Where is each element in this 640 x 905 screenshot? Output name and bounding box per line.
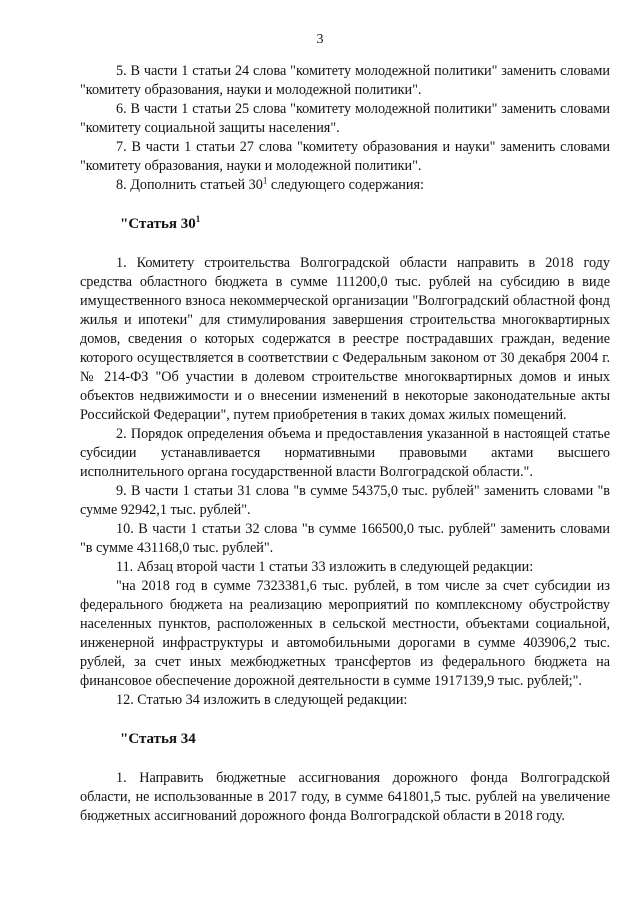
paragraph-item-12: 12. Статью 34 изложить в следующей редакции:: [116, 692, 408, 708]
paragraph-item-7: 7. В части 1 статьи 27 слова "комитету образования и науки" заменить словами "комитету образования, науки и молодежной политики".: [80, 139, 610, 174]
page-number: 3: [316, 32, 324, 47]
article-30-part-2: 2. Порядок определения объема и предоставления указанной в настоящей статье субсидии устанавливается нормативными правовыми актами высшего исполнительного органа государственной власти Волгоградской области.".: [80, 426, 610, 480]
item-8-text: 8. Дополнить статьей 30: [116, 177, 263, 193]
paragraph-item-8: [80, 176, 610, 195]
article-34-part-1: 1. Направить бюджетные ассигнования дорожного фонда Волгоградской области, не использованные в 2017 году, в сумме 641801,5 тыс. рублей на увеличение бюджетных ассигнований дорожного фонда Волгоградской области в 2018 году.: [80, 770, 610, 824]
paragraph-item-11: 11. Абзац второй части 1 статьи 33 изложить в следующей редакции:: [116, 559, 534, 575]
article-30-heading-text: "Статья 30: [120, 216, 196, 232]
item-8-text-end: следующего содержания:: [267, 177, 424, 193]
paragraph-item-11-quote: "на 2018 год в сумме 7323381,6 тыс. рублей, в том числе за счет субсидии из федерального бюджета на реализацию мероприятий по комплексному обустройству населенных пунктов, расположенных в сельской местности, объектами социальной, инженерной инфраструктуры и автомобильными дорогами в сумме 403906,2 тыс. рублей, за счет иных межбюджетных трансфертов из федерального бюджета на финансовое обеспечение дорожной деятельности в сумме 1917139,9 тыс. рублей;".: [80, 578, 610, 689]
paragraph-item-9: 9. В части 1 статьи 31 слова "в сумме 54375,0 тыс. рублей" заменить словами "в сумме 92942,1 тыс. рублей".: [80, 483, 610, 518]
article-30-part-1: 1. Комитету строительства Волгоградской области направить в 2018 году средства областного бюджета в сумме 111200,0 тыс. рублей на субсидию в виде имущественного взноса некоммерческой организации "Волгоградский областной фонд жилья и ипотеки" для стимулирования завершения строительства многоквартирных домов, сведения о которых содержатся в реестре пострадавших граждан, ведение которого осуществляется в соответствии с Федеральным законом от 30 декабря 2004 г. № 214-ФЗ "Об участии в долевом строительстве многоквартирных домов и иных объектов недвижимости и о внесении изменений в некоторые законодательные акты Российской Федерации", путем приобретения в таких домах жилых помещений.: [80, 255, 610, 423]
paragraph-item-6: 6. В части 1 статьи 25 слова "комитету молодежной политики" заменить словами "комитету социальной защиты населения".: [80, 101, 610, 136]
document-body: [80, 62, 610, 826]
article-34-heading: "Статья 34: [120, 731, 196, 747]
paragraph-item-5: 5. В части 1 статьи 24 слова "комитету молодежной политики" заменить словами "комитету образования, науки и молодежной политики".: [80, 63, 610, 98]
article-30-heading-superscript: 1: [195, 214, 201, 224]
item-8-superscript: 1: [262, 175, 268, 186]
article-30-heading: [120, 215, 610, 234]
paragraph-item-10: 10. В части 1 статьи 32 слова "в сумме 166500,0 тыс. рублей" заменить словами "в сумме 431168,0 тыс. рублей".: [80, 521, 610, 556]
